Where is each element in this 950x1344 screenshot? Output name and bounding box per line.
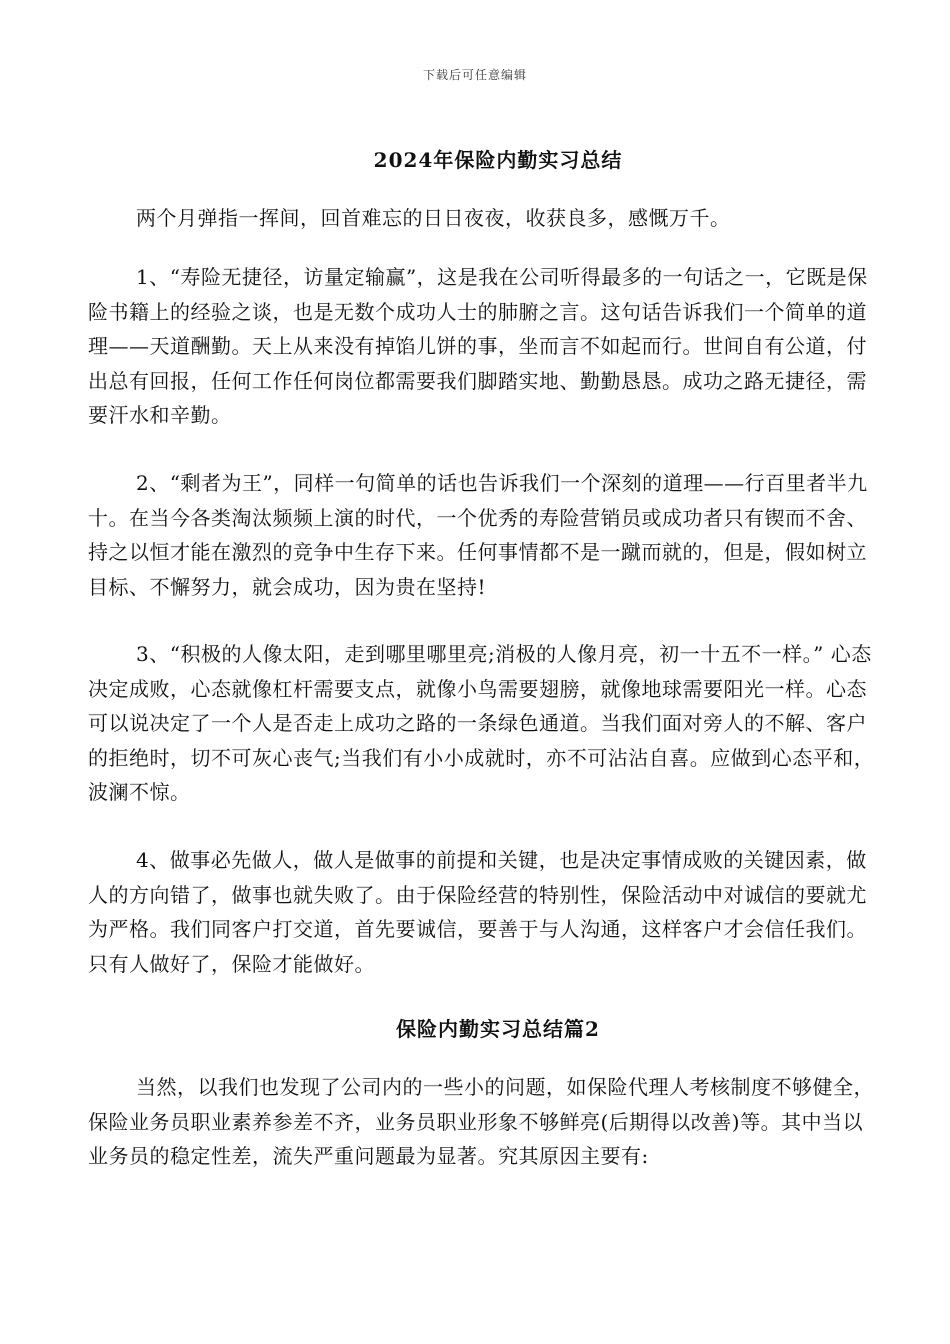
document-title: 2024年保险内勤实习总结 <box>373 148 623 172</box>
paragraph-point-4: 4、做事必先做人，做人是做事的前提和关键，也是决定事情成败的关键因素，做人的方向错了，做事也就失败了。由于保险经营的特别性，保险活动中对诚信的要就尤为严格。我们同客户打交道，首先要诚信，要善于与人沟通，这样客户才会信任我们。只有人做好了，保险才能做好。 <box>88 848 867 976</box>
section-2-title: 保险内勤实习总结篇2 <box>396 1017 600 1041</box>
paragraph-point-3: 3、“积极的人像太阳，走到哪里哪里亮;消极的人像月亮，初一十五不一样。” 心态决定成败，心态就像杠杆需要支点，就像小鸟需要翅膀，就像地球需要阳光一样。心态可以说决定了一个人是否走上成功之路的一条绿色通道。当我们面对旁人的不解、客户的拒绝时，切不可灰心丧气;当我们有小小成就时，亦不可沾沾自喜。应做到心态平和，波澜不惊。 <box>88 642 875 805</box>
paragraph-point-2: 2、“剩者为王”，同样一句简单的话也告诉我们一个深刻的道理——行百里者半九十。在当今各类淘汰频频上演的时代，一个优秀的寿险营销员或成功者只有锲而不舍、持之以恒才能在激烈的竞争中生存下来。任何事情都不是一蹴而就的，但是，假如树立目标、不懈努力，就会成功，因为贵在坚持! <box>88 471 868 599</box>
header-note: 下载后可任意编辑 <box>422 68 527 82</box>
section-2-paragraph: 当然，以我们也发现了公司内的一些小的问题，如保险代理人考核制度不够健全，保险业务员职业素养参差不齐，业务员职业形象不够鲜亮(后期得以改善)等。其中当以业务员的稳定性差，流失严重问题最为显著。究其原因主要有: <box>88 1075 874 1169</box>
paragraph-intro: 两个月弹指一挥间，回首难忘的日日夜夜，收获良多，感慨万千。 <box>136 206 731 230</box>
paragraph-point-1: 1、“寿险无捷径，访量定输赢”，这是我在公司听得最多的一句话之一，它既是保险书籍上的经验之谈，也是无数个成功人士的肺腑之言。这句话告诉我们一个简单的道理——天道酬勤。天上从来没有掉馅儿饼的事，坐而言不如起而行。世间自有公道，付出总有回报，任何工作任何岗位都需要我们脚踏实地、勤勤恳恳。成功之路无捷径，需要汗水和辛勤。 <box>88 265 868 428</box>
